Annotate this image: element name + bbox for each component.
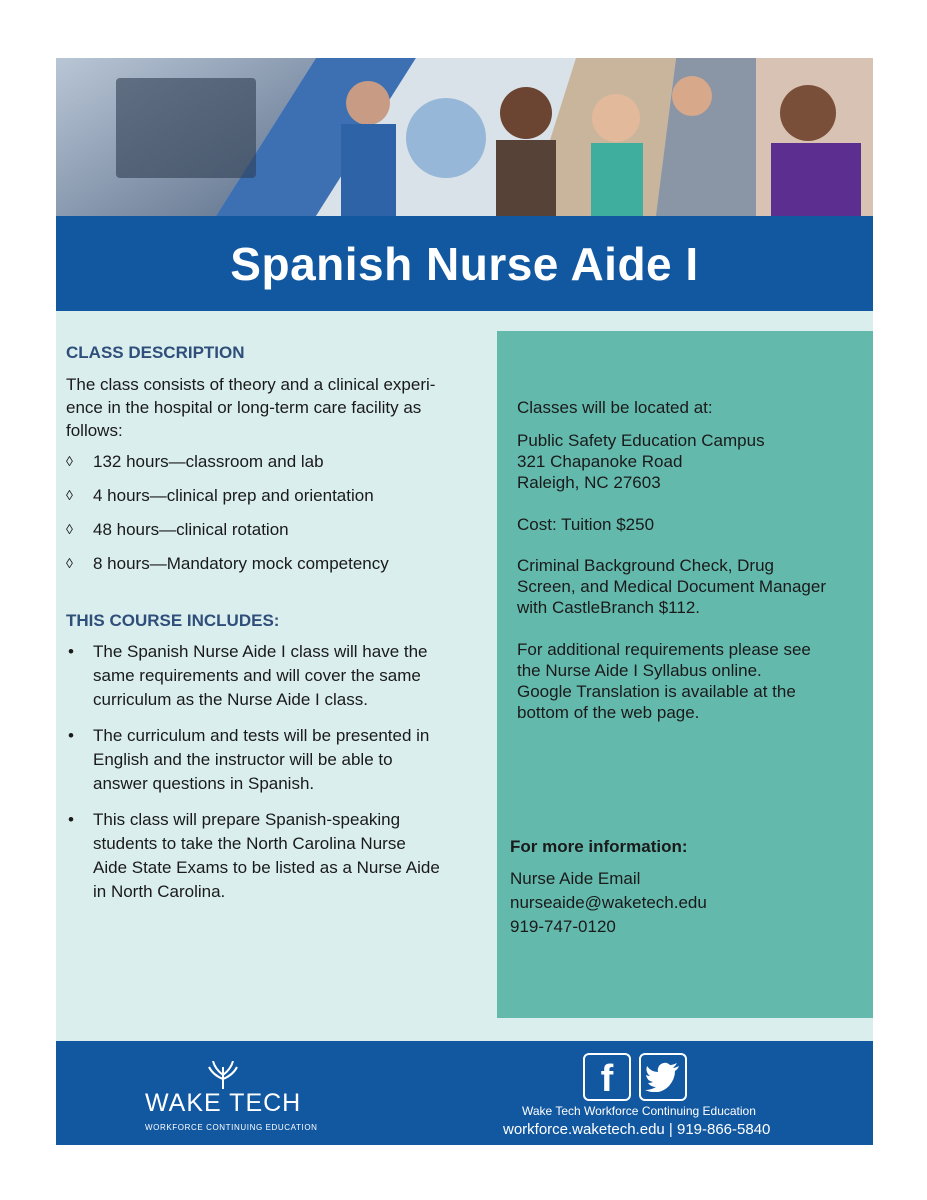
contact-phone: 919-747-0120 — [510, 917, 616, 936]
footer — [56, 1041, 873, 1145]
footer-org: Wake Tech Workforce Continuing Education — [522, 1104, 756, 1118]
list-item: ◊ 48 hours—clinical rotation — [66, 520, 289, 539]
class-description-heading: CLASS DESCRIPTION — [66, 343, 245, 362]
bullet-icon: • — [68, 726, 74, 745]
title-bar — [56, 216, 873, 311]
medical-staff-collage-image — [56, 58, 873, 216]
hours-list — [66, 450, 476, 575]
bullet-icon: • — [68, 642, 74, 661]
footer-contact[interactable]: workforce.waketech.edu | 919-866-5840 — [503, 1121, 771, 1138]
header-photo-collage — [56, 58, 873, 216]
left-column — [66, 341, 476, 916]
diamond-bullet-icon: ◊ — [66, 555, 73, 571]
bullet-icon: • — [68, 810, 74, 829]
list-item: ◊ 4 hours—clinical prep and orientation — [66, 486, 374, 505]
logo-wordmark: WAKE TECH — [145, 1089, 302, 1117]
twitter-icon[interactable] — [639, 1053, 687, 1101]
content-panel — [56, 311, 873, 1041]
list-item: • The Spanish Nurse Aide I class will have the same requirements and will cover the same curriculum as the Nurse Aide I class. — [68, 642, 428, 709]
additional-requirements-text: For additional requirements please see the Nurse Aide I Syllabus online. Google Translation is available at the bottom of the web page. — [517, 640, 811, 722]
page-title: Spanish Nurse Aide I — [230, 237, 699, 290]
more-info — [510, 836, 855, 939]
diamond-bullet-icon: ◊ — [66, 453, 73, 469]
contact-email[interactable]: nurseaide@waketech.edu — [510, 893, 707, 912]
list-item: ◊ 8 hours—Mandatory mock competency — [66, 554, 389, 573]
contact-label: Nurse Aide Email — [510, 869, 641, 888]
social-links — [583, 1053, 691, 1101]
course-includes-heading: THIS COURSE INCLUDES: — [66, 611, 280, 630]
facebook-icon[interactable]: f — [583, 1053, 631, 1101]
class-description-text: The class consists of theory and a clinical experi- ence in the hospital or long-term care facility as follows: — [66, 375, 436, 440]
flyer — [56, 58, 873, 1145]
more-info-heading: For more information: — [510, 837, 688, 856]
course-includes-list — [66, 640, 476, 904]
list-item: ◊ 132 hours—classroom and lab — [66, 452, 324, 471]
background-check-text: Criminal Background Check, Drug Screen, and Medical Document Manager with CastleBranch $112. — [517, 556, 826, 617]
location-address: Public Safety Education Campus 321 Chapanoke Road Raleigh, NC 27603 — [517, 431, 765, 492]
location-box — [497, 331, 873, 1018]
location-label: Classes will be located at: — [517, 398, 713, 417]
diamond-bullet-icon: ◊ — [66, 521, 73, 537]
list-item: • This class will prepare Spanish-speaking students to take the North Carolina Nurse Aide State Exams to be listed as a Nurse Aide in North Carolina. — [68, 810, 440, 901]
cost-text: Cost: Tuition $250 — [517, 515, 655, 534]
diamond-bullet-icon: ◊ — [66, 487, 73, 503]
logo-subtitle: WORKFORCE CONTINUING EDUCATION — [145, 1123, 318, 1132]
wheat-logo-icon — [203, 1061, 243, 1089]
list-item: • The curriculum and tests will be presented in English and the instructor will be able to answer questions in Spanish. — [68, 726, 430, 793]
